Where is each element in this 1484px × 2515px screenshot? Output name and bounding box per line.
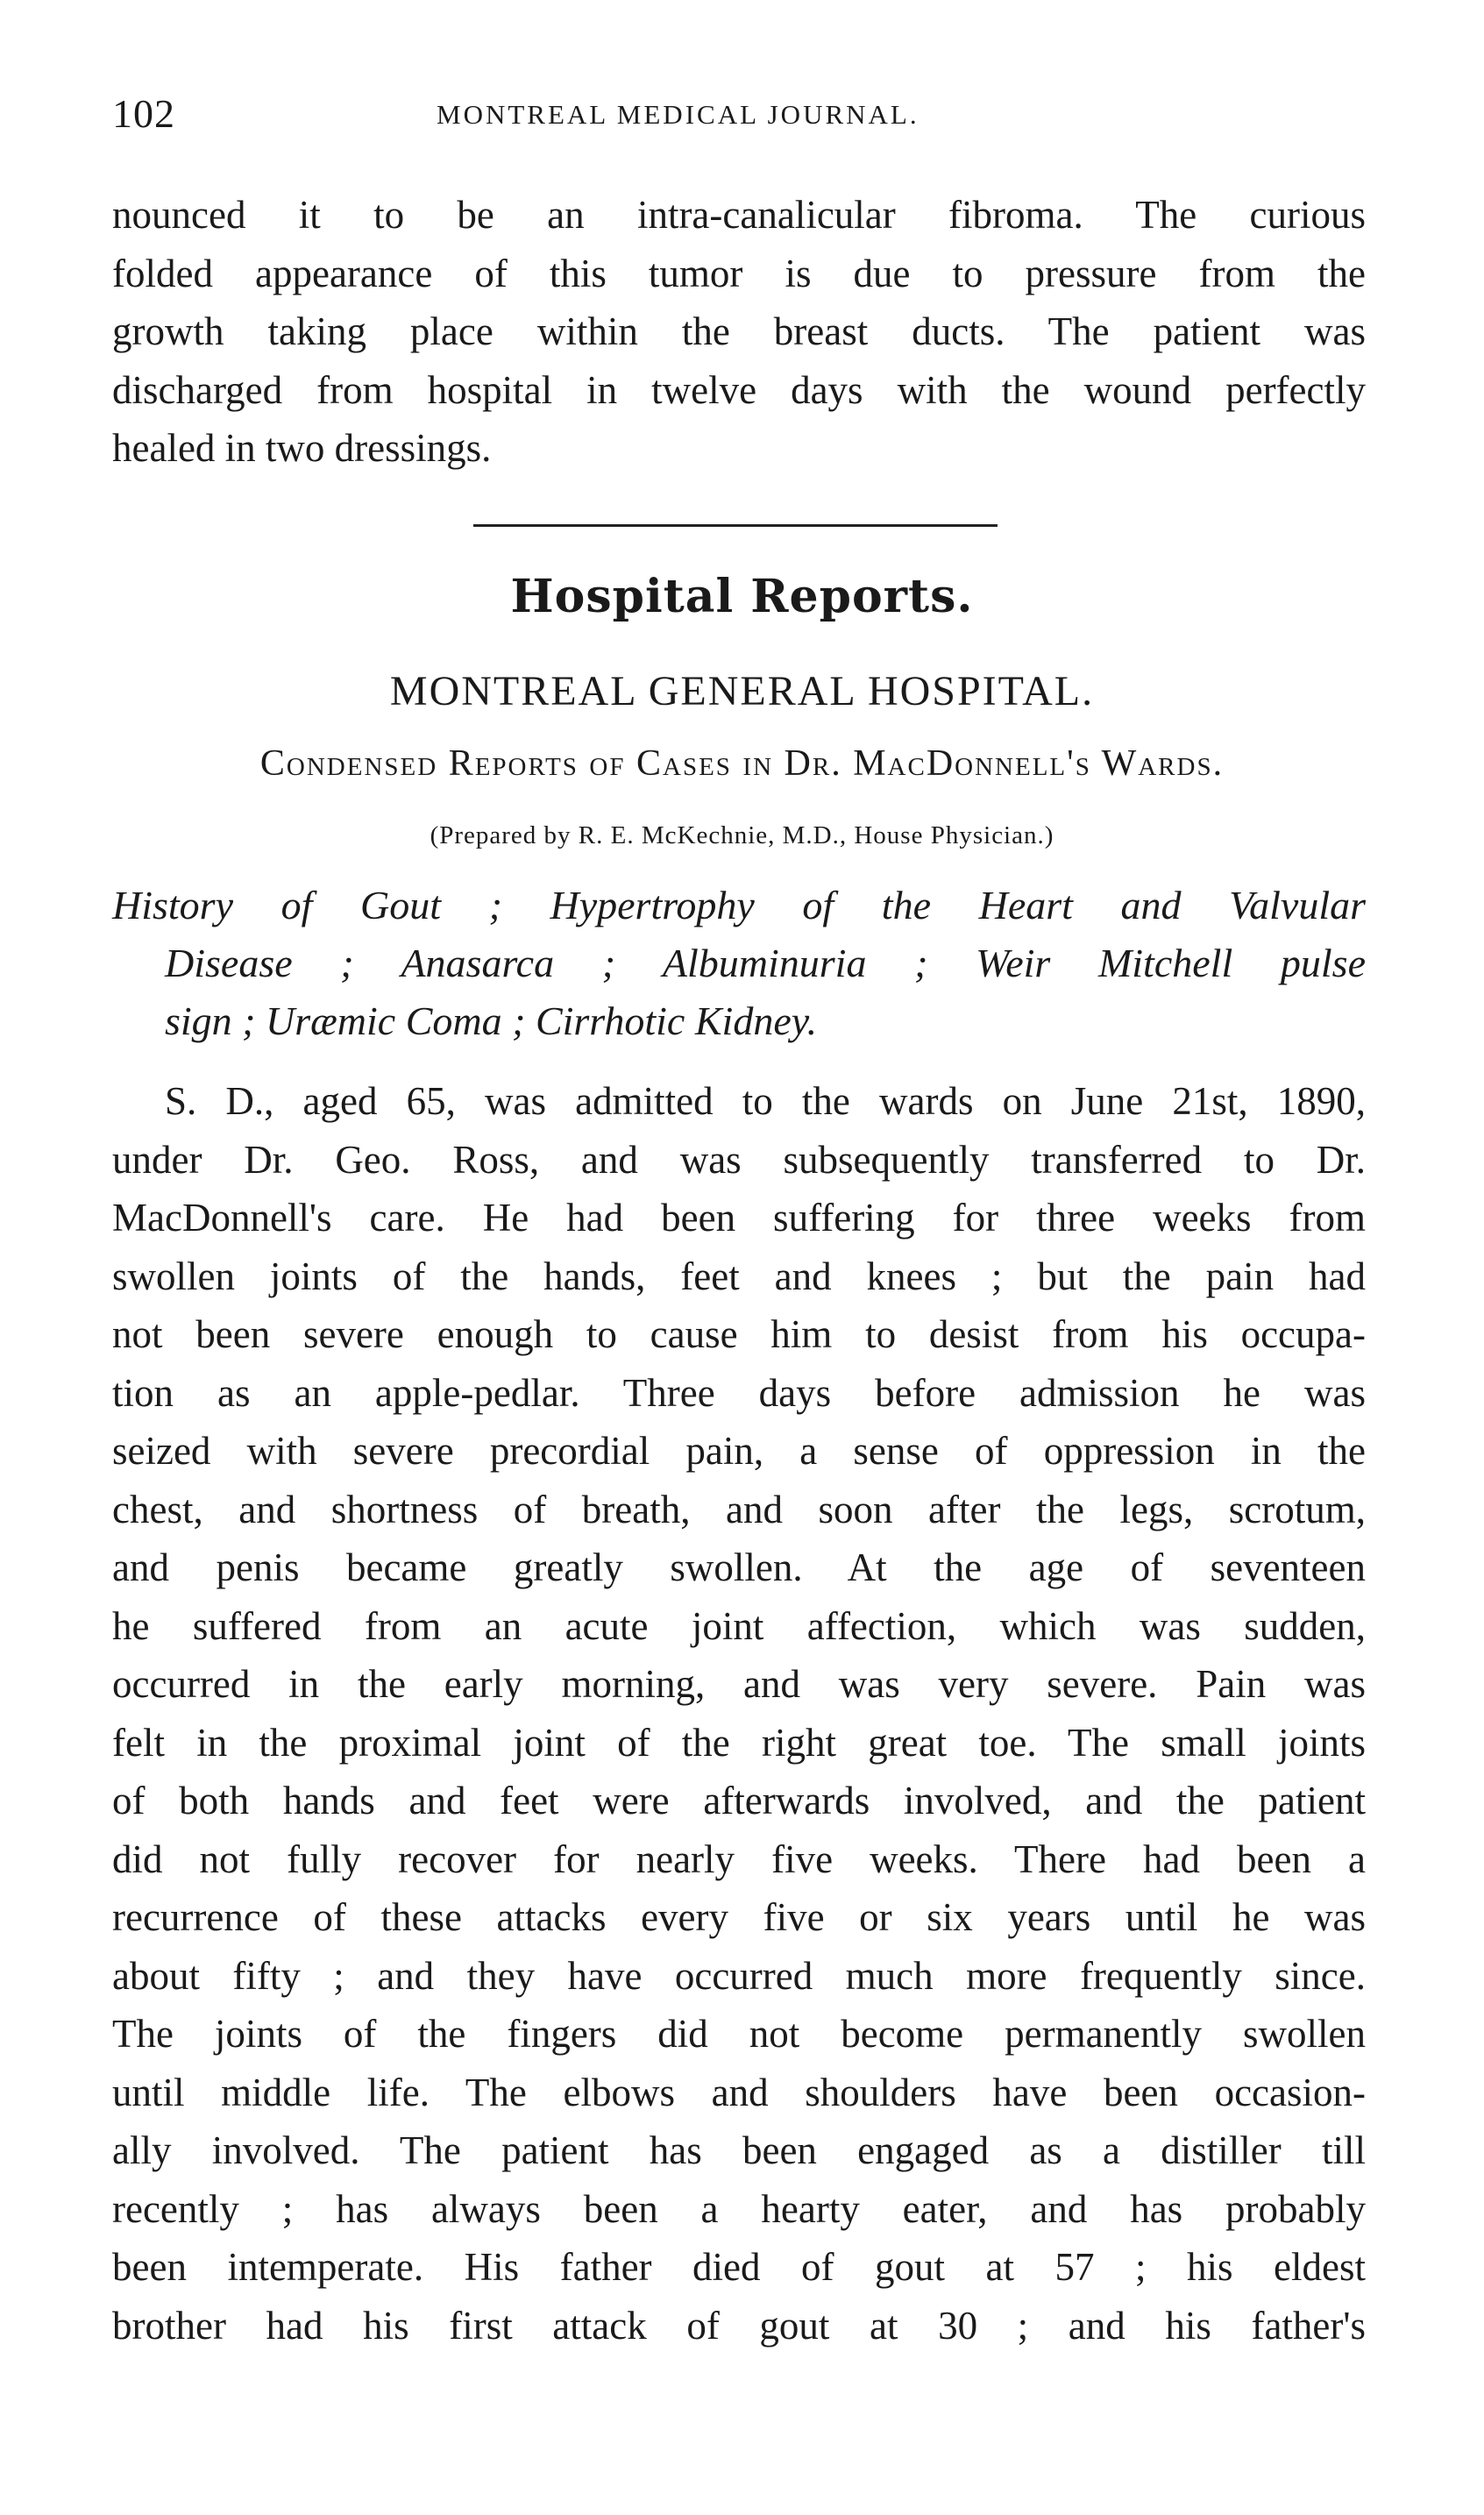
intro-paragraph	[112, 186, 1366, 478]
text-line: folded appearance of this tumor is due to pressure from the	[112, 251, 1366, 295]
text-line: healed in two dressings.	[112, 426, 492, 470]
text-line: he suffered from an acute joint affection, which was sudden,	[112, 1603, 1366, 1648]
text-line: felt in the proximal joint of the right great toe. The small joints	[112, 1720, 1366, 1765]
text-line: and penis became greatly swollen. At the age of seventeen	[112, 1545, 1366, 1589]
text-line: brother had his first attack of gout at 30 ; and his father's	[112, 2303, 1366, 2348]
text-line: S. D., aged 65, was admitted to the wards on June 21st, 1890,	[165, 1079, 1366, 1123]
text-line: The joints of the fingers did not become permanently swollen	[112, 2012, 1366, 2056]
prepared-by-note: (Prepared by R. E. McKechnie, M.D., House Physician.)	[430, 821, 1054, 849]
case-title-line: sign ; Uræmic Coma ; Cirrhotic Kidney.	[165, 998, 818, 1043]
case-title-line: Disease ; Anasarca ; Albuminuria ; Weir Mitchell pulse	[165, 941, 1366, 985]
text-line: discharged from hospital in twelve days with the wound perfectly	[112, 367, 1366, 412]
text-line: seized with severe precordial pain, a sense of oppression in the	[112, 1429, 1366, 1473]
text-line: growth taking place within the breast ducts. The patient was	[112, 309, 1366, 353]
text-line: did not fully recover for nearly five weeks. There had been a	[112, 1837, 1366, 1881]
section-divider	[473, 524, 998, 527]
text-line: until middle life. The elbows and shoulders have been occasion-	[112, 2070, 1366, 2114]
section-subtitle: Condensed Reports of Cases in Dr. MacDonnell's Wards.	[259, 743, 1225, 784]
text-line: recently ; has always been a hearty eater, and has probably	[112, 2186, 1366, 2231]
text-line: been intemperate. His father died of gout at 57 ; his eldest	[112, 2245, 1366, 2289]
text-line: swollen joints of the hands, feet and knees ; but the pain had	[112, 1254, 1366, 1298]
text-line: recurrence of these attacks every five or six years until he was	[112, 1895, 1366, 1939]
section-heading: Hospital Reports.	[510, 570, 974, 623]
text-line: tion as an apple-pedlar. Three days before admission he was	[112, 1370, 1366, 1415]
text-line: ally involved. The patient has been engaged as a distiller till	[112, 2128, 1366, 2172]
page-number: 102	[112, 91, 175, 136]
text-line: about fifty ; and they have occurred much more frequently since.	[112, 1953, 1366, 1998]
case-body-paragraph	[112, 1072, 1366, 2355]
text-line: MacDonnell's care. He had been suffering for three weeks from	[112, 1196, 1366, 1240]
case-title	[112, 877, 1366, 1050]
text-line: occurred in the early morning, and was very severe. Pain was	[112, 1662, 1366, 1706]
text-line: chest, and shortness of breath, and soon after the legs, scrotum,	[112, 1487, 1366, 1531]
text-line: not been severe enough to cause him to desist from his occupa-	[112, 1312, 1366, 1356]
text-line: of both hands and feet were afterwards involved, and the patient	[112, 1779, 1366, 1822]
hospital-name: MONTREAL GENERAL HOSPITAL.	[389, 668, 1095, 714]
text-line: nounced it to be an intra-canalicular fibroma. The curious	[112, 193, 1366, 237]
running-header	[112, 88, 1366, 140]
case-title-line: History of Gout ; Hypertrophy of the Heart and Valvular	[112, 883, 1366, 927]
text-line: under Dr. Geo. Ross, and was subsequently transferred to Dr.	[112, 1137, 1366, 1182]
journal-title: MONTREAL MEDICAL JOURNAL.	[437, 99, 920, 130]
